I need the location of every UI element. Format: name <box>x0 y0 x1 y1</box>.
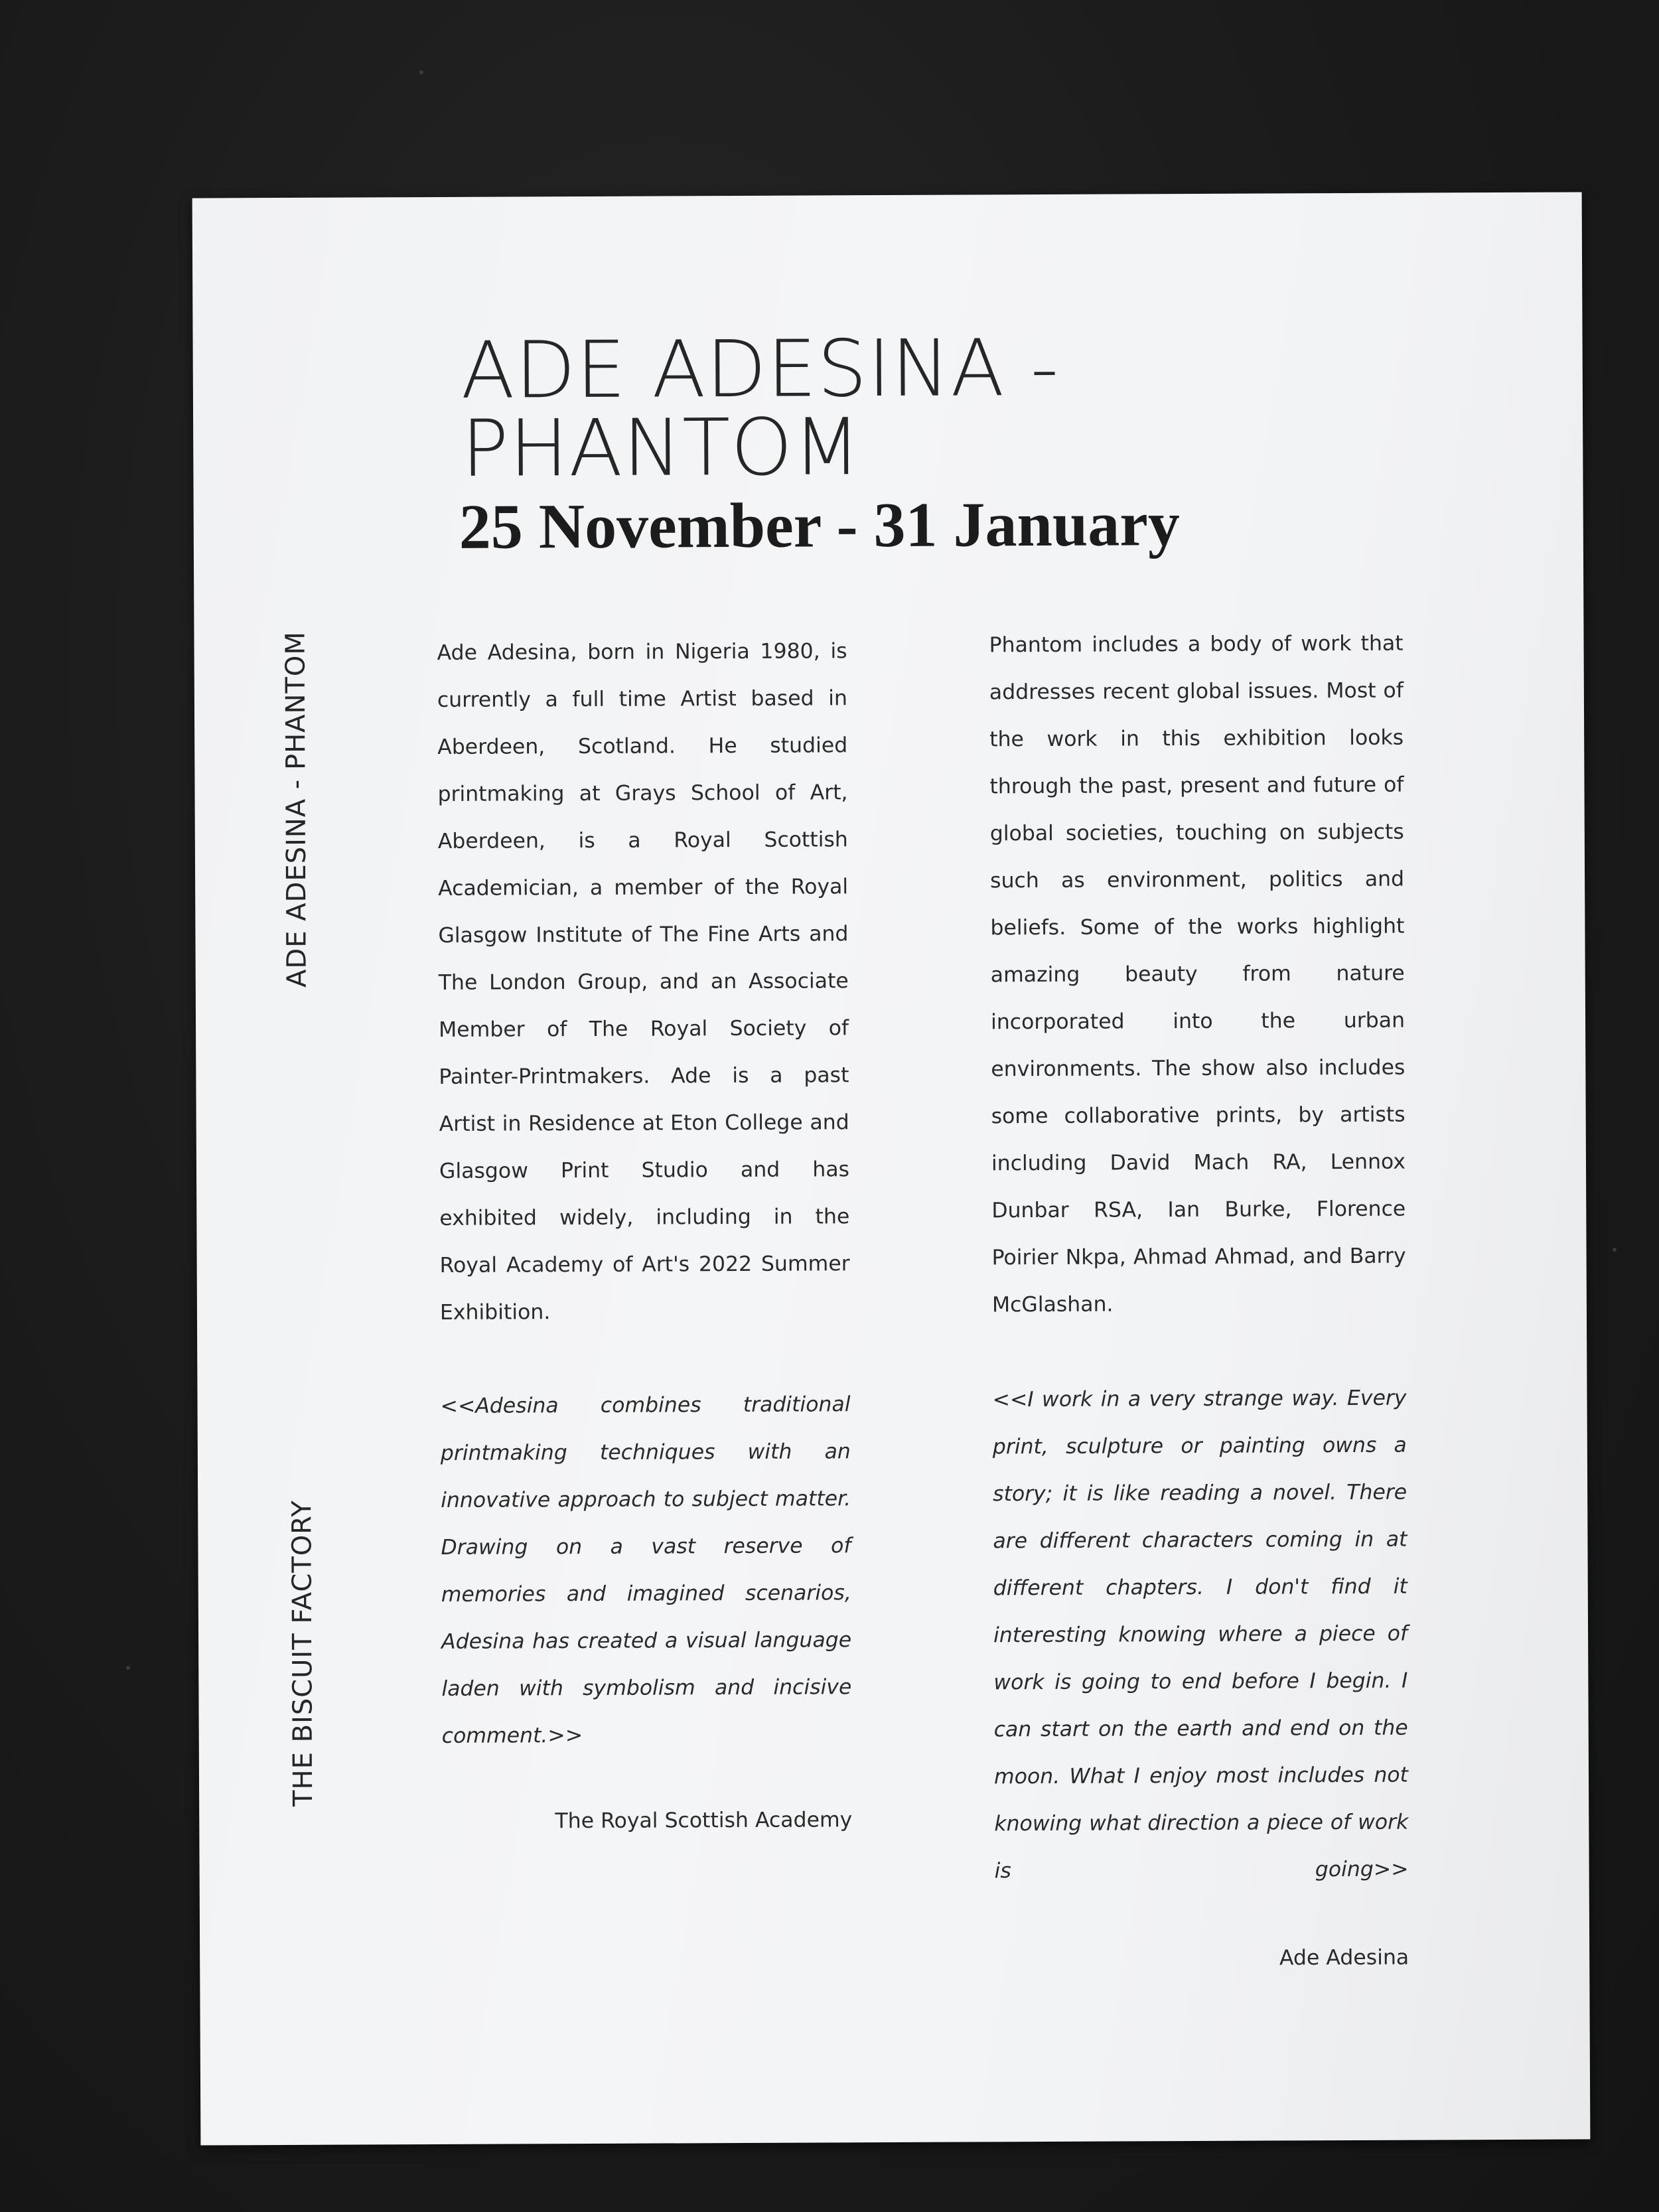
poster-title: ADE ADESINA - PHANTOM <box>461 321 1060 494</box>
artist-quote: <<I work in a very strange way. Every print, sculpture or painting owns a story; it is like reading a novel. There are different characters coming in at different chapters. I don't find it interesting knowing where a piece of work is going to end before I begin. I can start on the earth and end on the moon. What I enjoy most includes not knowing what direction a piece of work is going>> <box>992 1386 1409 1883</box>
wall-speck <box>1613 1248 1617 1252</box>
wall-speck <box>419 70 423 74</box>
exhibition-description: Phantom includes a body of work that addresses recent global issues. Most of the work in this exhibition looks through the past, present and future of global societies, touching on subjects such as environment, politics and beliefs. Some of the works highlight amazing beauty from nature incorporated into the urban environments. The show also includes some collaborative prints, by artists including David Mach RA, Lennox Dunbar RSA, Ian Burke, Florence Poirier Nkpa, Ahmad Ahmad, and Barry McGlashan. <box>989 631 1406 1317</box>
side-label-venue: THE BISCUIT FACTORY <box>287 1499 319 1806</box>
left-column <box>437 628 852 1846</box>
side-label-artist: ADE ADESINA - PHANTOM <box>280 630 313 988</box>
right-column <box>989 621 1409 1984</box>
wall-speck <box>126 1666 130 1670</box>
academy-quote: <<Adesina combines traditional printmaking techniques with an innovative approach to subject matter. Drawing on a vast reserve of memories and imagined scenarios, Adesina has created a visual language laden with symbolism and incisive comment.>> <box>440 1392 852 1748</box>
exhibition-poster <box>192 192 1591 2145</box>
artist-quote-credit: Ade Adesina <box>1279 1945 1409 1970</box>
artist-bio: Ade Adesina, born in Nigeria 1980, is currently a full time Artist based in Aberdeen, Scotland. He studied printmaking at Grays School of Art, Aberdeen, is a Royal Scottish Academician, a member of the Royal Glasgow Institute of The Fine Arts and The London Group, and an Associate Member of The Royal Society of Painter-Printmakers. Ade is a past Artist in Residence at Eton College and Glasgow Print Studio and has exhibited widely, including in the Royal Academy of Art's 2022 Summer Exhibition. <box>437 639 850 1325</box>
exhibition-dates: 25 November - 31 January <box>459 488 1181 562</box>
academy-quote-credit: The Royal Scottish Academy <box>555 1808 853 1834</box>
